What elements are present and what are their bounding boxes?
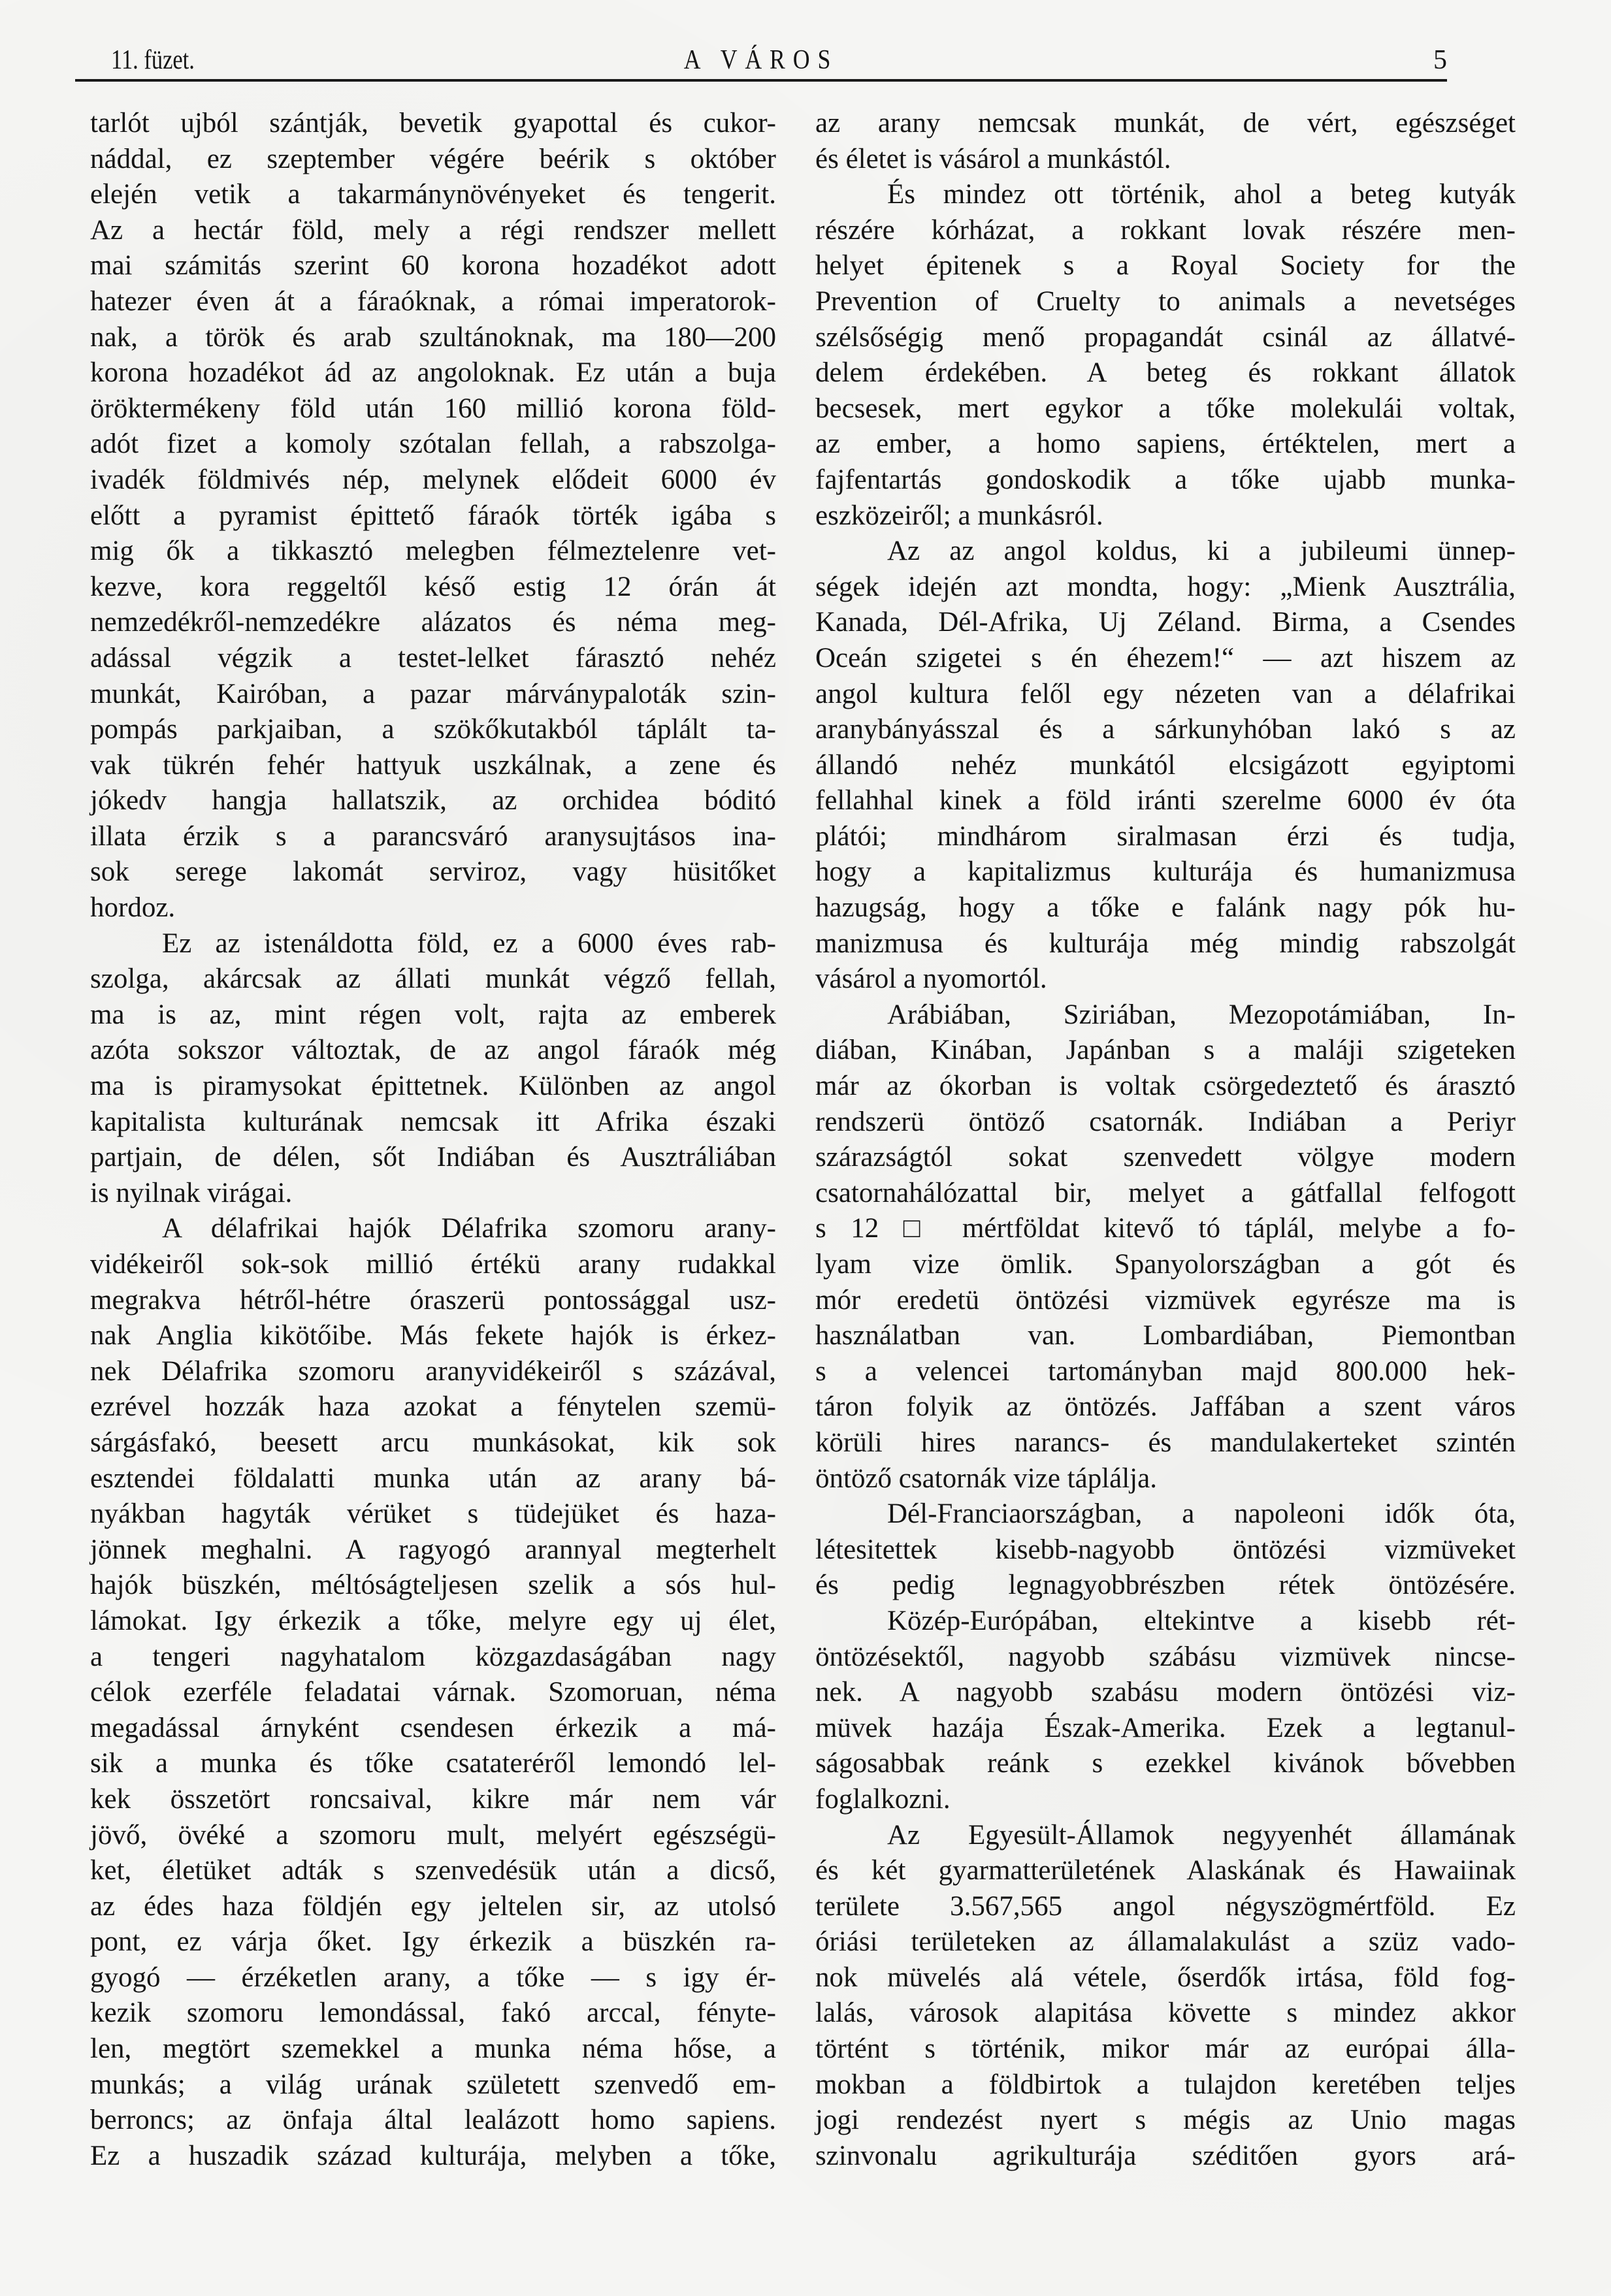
text-line: kek összetört roncsaival, kikre már nem vár bbox=[90, 1783, 776, 1815]
text-line: ma is piramysokat épittetnek. Különben az angol bbox=[90, 1071, 776, 1102]
text-line: jövő, övéké a szomoru mult, melyért egészségü- bbox=[90, 1819, 776, 1851]
text-line: hordoz. bbox=[90, 892, 176, 924]
text-line: eszközeiről; a munkásról. bbox=[815, 500, 1103, 531]
text-line: az arany nemcsak munkát, de vért, egészséget bbox=[815, 108, 1516, 138]
text-line: öntöző csatornák vize táplálja. bbox=[815, 1463, 1157, 1494]
text-line: Ez a huszadik század kulturája, melyben a tőke, bbox=[90, 2140, 776, 2171]
text-line: ivadék földmivés nép, melynek elődeit 6000 év bbox=[90, 464, 776, 495]
text-line: sik a munka és tőke csatateréről lemondó lel- bbox=[90, 1748, 776, 1779]
text-line: nak, a török és arab szultánoknak, ma 180—200 bbox=[90, 321, 776, 353]
text-line: nak Anglia kikötőibe. Más fekete hajók is érkez- bbox=[90, 1320, 776, 1351]
text-line: berroncs; az önfaja által lealázott homo sapiens. bbox=[90, 2105, 776, 2136]
header-rule bbox=[75, 79, 1447, 82]
text-line: és pedig legnagyobbrészben rétek öntözésére. bbox=[815, 1570, 1516, 1601]
text-line: mig ők a tikkasztó melegben félmeztelenre vet- bbox=[90, 536, 776, 567]
text-line: vak tükrén fehér hattyuk uszkálnak, a zene és bbox=[90, 749, 776, 781]
text-line: manizmusa és kulturája még mindig rabszolgát bbox=[815, 928, 1516, 959]
text-line: nek Délafrika szomoru aranyvidékeiről s százával, bbox=[90, 1355, 776, 1387]
text-line: állandó nehéz munkától elcsigázott egyiptomi bbox=[815, 749, 1516, 781]
text-line: és életet is vásárol a munkástól. bbox=[815, 143, 1171, 174]
text-line: fajfentartás gondoskodik a tőke ujabb munka- bbox=[815, 464, 1516, 495]
text-line: munkás; a világ urának született szenvedő em- bbox=[90, 2069, 776, 2100]
text-line: és két gyarmatterületének Alaskának és Hawaiinak bbox=[815, 1855, 1516, 1886]
text-line: kezve, kora reggeltől késő estig 12 órán át bbox=[90, 571, 776, 602]
text-line: körüli hires narancs- és mandulakerteket szintén bbox=[815, 1427, 1516, 1458]
text-line: Oceán szigetei s én éhezem!“ — azt hiszem az bbox=[815, 642, 1516, 673]
text-line: Kanada, Dél-Afrika, Uj Zéland. Birma, a Csendes bbox=[815, 607, 1516, 638]
text-line: a tengeri nagyhatalom közgazdaságában nagy bbox=[90, 1641, 776, 1672]
text-line: megadással árnyként csendesen érkezik a má- bbox=[90, 1712, 776, 1743]
text-line: az édes haza földjén egy jeltelen sir, az utolsó bbox=[90, 1890, 776, 1922]
text-line: Dél-Franciaországban, a napoleoni idők óta, bbox=[887, 1498, 1516, 1530]
text-line: hajók büszkén, méltóságteljesen szelik a sós hul- bbox=[90, 1570, 776, 1601]
text-line: Ez az istenáldotta föld, ez a 6000 éves rab- bbox=[162, 928, 776, 959]
text-line: diában, Kinában, Japánban s a maláji szigeteken bbox=[815, 1035, 1516, 1066]
text-line: delem érdekében. A beteg és rokkant állatok bbox=[815, 357, 1516, 389]
text-line: szárazságtól sokat szenvedett völgye modern bbox=[815, 1142, 1516, 1173]
text-line: vásárol a nyomortól. bbox=[815, 963, 1047, 995]
text-line: adót fizet a komoly szótalan fellah, a rabszolga- bbox=[90, 428, 776, 460]
text-line: Arábiában, Sziriában, Mezopotámiában, In- bbox=[887, 999, 1516, 1030]
text-line: mai számitás szerint 60 korona hozadékot adott bbox=[90, 250, 776, 282]
text-line: létesitettek kisebb-nagyobb öntözési vizmüveket bbox=[815, 1534, 1516, 1565]
text-line: azóta sokszor változtak, de az angol fáraók még bbox=[90, 1035, 776, 1066]
text-line: jönnek meghalni. A ragyogó arannyal megterhelt bbox=[90, 1534, 776, 1565]
text-line: Az Egyesült-Államok negyyenhét államának bbox=[887, 1819, 1516, 1851]
text-line: sárgásfakó, beesett arcu munkásokat, kik sok bbox=[90, 1427, 776, 1458]
text-line: becsesek, mert egykor a tőke molekulái voltak, bbox=[815, 393, 1516, 424]
text-line: lámokat. Igy érkezik a tőke, melyre egy uj élet, bbox=[90, 1605, 776, 1636]
text-line: pompás parkjaiban, a szökőkutakból táplált ta- bbox=[90, 714, 776, 745]
text-line: fellahhal kinek a föld iránti szerelme 6000 év óta bbox=[815, 785, 1516, 817]
text-line: részére kórházat, a rokkant lovak részére men- bbox=[815, 214, 1516, 246]
text-line: helyet épitenek s a Royal Society for the bbox=[815, 250, 1516, 282]
text-line: nok müvelés alá vétele, őserdők irtása, föld fog- bbox=[815, 1962, 1516, 1993]
text-line: területe 3.567,565 angol négyszögmértföld. Ez bbox=[815, 1890, 1516, 1922]
text-line: illata érzik s a parancsváró aranysujtásos ina- bbox=[90, 820, 776, 852]
text-line: táron folyik az öntözés. Jaffában a szent város bbox=[815, 1391, 1516, 1423]
running-header bbox=[75, 39, 1447, 78]
text-line: náddal, ez szeptember végére beérik s október bbox=[90, 143, 776, 174]
text-line: angol kultura felől egy nézeten van a délafrikai bbox=[815, 678, 1516, 709]
text-line: mokban a földbirtok a tulajdon keretében teljes bbox=[815, 2069, 1516, 2100]
text-line: szélsőségig menő propagandát csinál az állatvé- bbox=[815, 321, 1516, 353]
text-line: adással végzik a testet-lelket fárasztó nehéz bbox=[90, 642, 776, 673]
text-line: sok serege lakomát serviroz, vagy hüsitőket bbox=[90, 856, 776, 888]
text-line: gyogó — érzéketlen arany, a tőke — s igy ér- bbox=[90, 1962, 776, 1993]
text-line: történt s történik, mikor már az európai álla- bbox=[815, 2033, 1516, 2065]
text-line: partjain, de délen, sőt Indiában és Ausztráliában bbox=[90, 1142, 776, 1173]
text-line: aranybányásszal és a sárkunyhóban lakó s az bbox=[815, 714, 1516, 745]
text-line: is nyilnak virágai. bbox=[90, 1177, 293, 1208]
text-line: rendszerü öntöző csatornák. Indiában a Periyr bbox=[815, 1106, 1516, 1137]
left-column bbox=[90, 106, 776, 2174]
text-line: kezik szomoru lemondással, fakó arccal, fényte- bbox=[90, 1997, 776, 2029]
text-line: A délafrikai hajók Délafrika szomoru arany- bbox=[162, 1213, 776, 1244]
text-line: csatornahálózattal bir, melyet a gátfallal felfogott bbox=[815, 1177, 1516, 1208]
text-line: Az az angol koldus, ki a jubileumi ünnep- bbox=[887, 536, 1516, 567]
text-line: célok ezerféle feladatai várnak. Szomoruan, néma bbox=[90, 1677, 776, 1708]
text-line: nemzedékről-nemzedékre alázatos és néma meg- bbox=[90, 607, 776, 638]
text-line: Közép-Európában, eltekintve a kisebb rét- bbox=[887, 1605, 1516, 1636]
text-line: És mindez ott történik, ahol a beteg kutyák bbox=[887, 179, 1516, 210]
text-line: hatezer éven át a fáraóknak, a római imperatorok- bbox=[90, 285, 776, 317]
publication-title: A VÁROS bbox=[683, 45, 839, 75]
text-line: öntözésektől, nagyobb szábásu vizmüvek nincse- bbox=[815, 1641, 1516, 1672]
text-line: Prevention of Cruelty to animals a nevetséges bbox=[815, 285, 1516, 317]
text-line: ket, életüket adták s szenvedésük után a dicső, bbox=[90, 1855, 776, 1886]
text-line: ezrével hozzák haza azokat a fénytelen szemü- bbox=[90, 1391, 776, 1423]
text-line: foglalkozni. bbox=[815, 1783, 951, 1815]
text-line: óriási területeken az államalakulást a szüz vado- bbox=[815, 1926, 1516, 1958]
text-line: mór eredetü öntözési vizmüvek egyrésze ma is bbox=[815, 1284, 1516, 1316]
text-line: az ember, a homo sapiens, értéktelen, mert a bbox=[815, 428, 1516, 460]
text-line: már az ókorban is voltak csörgedeztető és árasztó bbox=[815, 1071, 1516, 1102]
text-line: plátói; mindhárom siralmasan érzi és tudja, bbox=[815, 820, 1516, 852]
text-line: lyam vize ömlik. Spanyolországban a gót és bbox=[815, 1249, 1516, 1280]
text-line: jókedv hangja hallatszik, az orchidea bóditó bbox=[90, 785, 776, 817]
text-line: hazugság, hogy a tőke e falánk nagy pók hu- bbox=[815, 892, 1516, 924]
text-line: vidékeiről sok-sok millió értékü arany rudakkal bbox=[90, 1249, 776, 1280]
text-line: Az a hectár föld, mely a régi rendszer mellett bbox=[90, 214, 776, 246]
text-line: korona hozadékot ád az angoloknak. Ez után a buja bbox=[90, 357, 776, 389]
text-line: jogi rendezést nyert s mégis az Unio magas bbox=[815, 2105, 1516, 2136]
text-line: ségek idején azt mondta, hogy: „Mienk Ausztrália, bbox=[815, 571, 1516, 602]
text-line: munkát, Kairóban, a pazar márványpaloták szin- bbox=[90, 678, 776, 709]
text-line: müvek hazája Észak-Amerika. Ezek a legtanul- bbox=[815, 1712, 1516, 1743]
text-line: len, megtört szemekkel a munka néma hőse, a bbox=[90, 2033, 776, 2065]
text-line: s 12 □ mértföldat kitevő tó táplál, melybe a fo- bbox=[815, 1213, 1516, 1244]
text-line: öröktermékeny föld után 160 millió korona föld- bbox=[90, 393, 776, 424]
text-line: pont, ez várja őket. Igy érkezik a büszkén ra- bbox=[90, 1926, 776, 1958]
text-line: esztendei földalatti munka után az arany bá- bbox=[90, 1463, 776, 1494]
text-line: szinvonalu agrikulturája széditően gyors ará- bbox=[815, 2140, 1516, 2171]
text-line: használatban van. Lombardiában, Piemontban bbox=[815, 1320, 1516, 1351]
text-line: hogy a kapitalizmus kulturája és humanizmusa bbox=[815, 856, 1516, 888]
text-line: ma is az, mint régen volt, rajta az emberek bbox=[90, 999, 776, 1030]
page-number: 5 bbox=[1433, 45, 1447, 75]
text-line: megrakva hétről-hétre óraszerü pontossággal usz- bbox=[90, 1284, 776, 1316]
text-line: elején vetik a takarmánynövényeket és tengerit. bbox=[90, 179, 776, 210]
text-line: előtt a pyramist épittető fáraók törték igába s bbox=[90, 500, 776, 531]
text-line: szolga, akárcsak az állati munkát végző fellah, bbox=[90, 963, 776, 995]
text-line: tarlót ujból szántják, bevetik gyapottal és cukor- bbox=[90, 108, 776, 138]
text-line: ságosabbak reánk s ezekkel kivánok bővebben bbox=[815, 1748, 1516, 1779]
text-line: s a velencei tartományban majd 800.000 hek- bbox=[815, 1355, 1516, 1387]
text-line: kapitalista kulturának nemcsak itt Afrika északi bbox=[90, 1106, 776, 1137]
text-line: nek. A nagyobb szabásu modern öntözési viz- bbox=[815, 1677, 1516, 1708]
text-line: lalás, városok alapitása követte s mindez akkor bbox=[815, 1997, 1516, 2029]
issue-number: 11. füzet. bbox=[111, 45, 195, 75]
right-column bbox=[815, 106, 1516, 2174]
text-line: nyákban hagyták vérüket s tüdejüket és haza- bbox=[90, 1498, 776, 1530]
